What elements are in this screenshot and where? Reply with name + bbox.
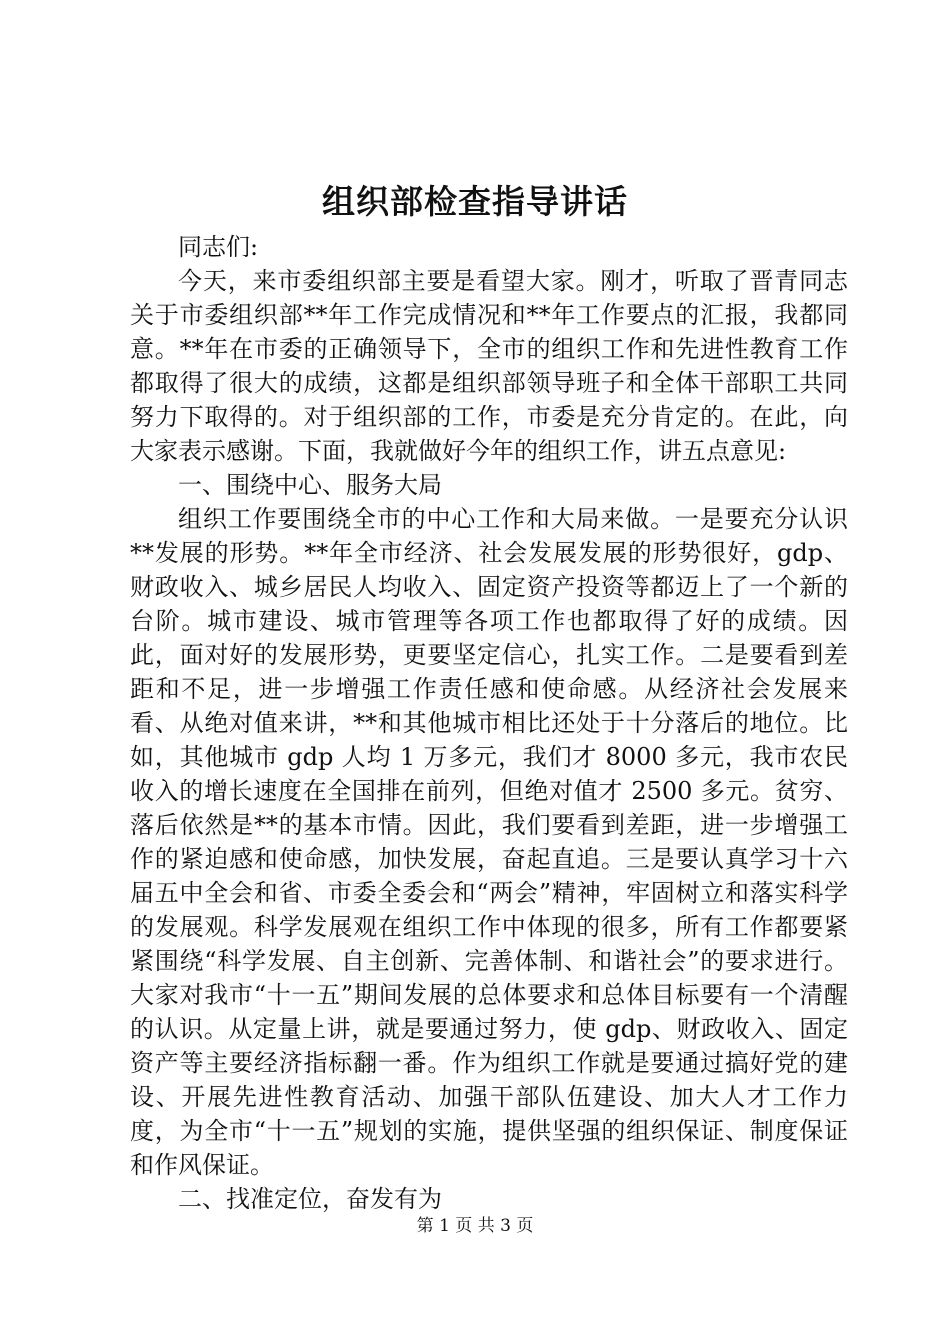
document-title: 组织部检查指导讲话	[322, 182, 628, 221]
salutation-paragraph: 同志们:	[178, 233, 259, 261]
section-heading-2: 二、找准定位，奋发有为	[178, 1185, 442, 1213]
page-footer: 第 1 页 共 3 页	[416, 1216, 534, 1236]
intro-paragraph: 今天，来市委组织部主要是看望大家。刚才，听取了晋青同志关于市委组织部**年工作完成情况和**年工作要点的汇报，我都同意。**年在市委的正确领导下，全市的组织工作和先进性教育工作都取得了很大的成绩，这都是组织部领导班子和全体干部职工共同努力下取得的。对于组织部的工作，市委是充分肯定的。在此，向大家表示感谢。下面，我就做好今年的组织工作，讲五点意见:	[130, 267, 848, 465]
section-heading-1: 一、围绕中心、服务大局	[178, 471, 442, 499]
document-body	[130, 230, 848, 1216]
section-1-paragraph: 组织工作要围绕全市的中心工作和大局来做。一是要充分认识**发展的形势。**年全市经济、社会发展发展的形势很好，gdp、财政收入、城乡居民人均收入、固定资产投资等都迈上了一个新的台阶。城市建设、城市管理等各项工作也都取得了好的成绩。因此，面对好的发展形势，更要坚定信心，扎实工作。二是要看到差距和不足，进一步增强工作责任感和使命感。从经济社会发展来看、从绝对值来讲，**和其他城市相比还处于十分落后的地位。比如，其他城市 gdp 人均 1 万多元，我们才 8000 多元，我市农民收入的增长速度在全国排在前列，但绝对值才 2500 多元。贫穷、落后依然是**的基本市情。因此，我们要看到差距，进一步增强工作的紧迫感和使命感，加快发展，奋起直追。三是要认真学习十六届五中全会和省、市委全委会和“两会”精神，牢固树立和落实科学的发展观。科学发展观在组织工作中体现的很多，所有工作都要紧紧围绕“科学发展、自主创新、完善体制、和谐社会”的要求进行。大家对我市“十一五”期间发展的总体要求和总体目标要有一个清醒的认识。从定量上讲，就是要通过努力，使 gdp、财政收入、固定资产等主要经济指标翻一番。作为组织工作就是要通过搞好党的建设、开展先进性教育活动、加强干部队伍建设、加大人才工作力度，为全市“十一五”规划的实施，提供坚强的组织保证、制度保证和作风保证。	[130, 505, 848, 1179]
